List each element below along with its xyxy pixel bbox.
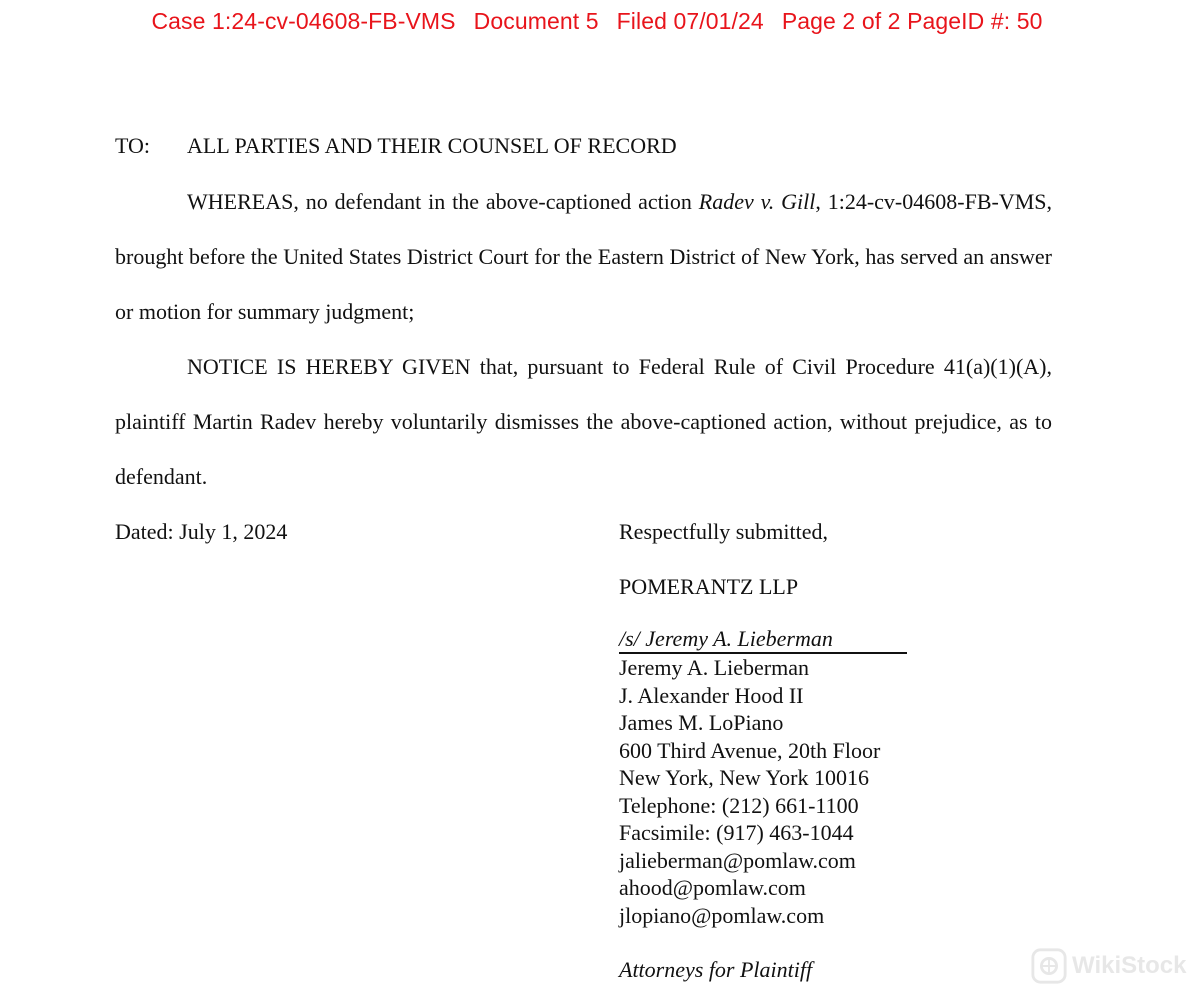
contact-line: New York, New York 10016 [619,765,869,790]
to-line [115,133,677,159]
contact-line: ahood@pomlaw.com [619,875,806,900]
to-recipients: ALL PARTIES AND THEIR COUNSEL OF RECORD [187,133,677,158]
contact-line: Telephone: (212) 661-1100 [619,792,859,818]
page-id: Page 2 of 2 PageID #: 50 [781,8,1043,34]
attorney-contact-block [619,654,880,929]
notice-paragraph [115,339,1052,504]
notice-text: NOTICE IS HEREBY GIVEN that, pursuant to Federal Rule of Civil Procedure 41(a)(1)(A), plaintiff Martin Radev hereby voluntarily dismisses the above-captioned action, without prejudice, as to defendant. [115,354,1052,489]
firm-name: POMERANTZ LLP [619,574,799,599]
case-name: Radev v. Gill [698,189,816,214]
contact-line: jlopiano@pomlaw.com [619,902,825,928]
attorneys-for-plaintiff: Attorneys for Plaintiff [619,957,813,982]
contact-line: J. Alexander Hood II [619,682,804,708]
case-number: Case 1:24-cv-04608-FB-VMS [151,8,456,34]
wikistock-watermark [1030,944,1190,988]
contact-line: Facsimile: (917) 463-1044 [619,820,854,845]
contact-line: 600 Third Avenue, 20th Floor [619,737,881,763]
whereas-paragraph [115,174,1052,339]
electronic-signature: /s/ Jeremy A. Lieberman [619,626,907,654]
contact-line: Jeremy A. Lieberman [619,655,809,680]
dated-line: Dated: July 1, 2024 [115,519,288,544]
wikistock-logo-icon [1030,947,1068,985]
contact-line: jalieberman@pomlaw.com [619,847,856,873]
filed-date: Filed 07/01/24 [616,8,764,34]
court-header-stamp [0,8,1194,35]
watermark-text: WikiStock [1072,952,1187,979]
contact-line: James M. LoPiano [619,710,784,735]
respectfully-submitted: Respectfully submitted, [619,519,828,544]
to-label: TO: [115,133,151,158]
document-number: Document 5 [473,8,599,34]
whereas-text-end: , 1:24-cv-04608-FB-VMS, brought before the United States District Court for the Eastern District of New York, has served an answer or motion for summary judgment; [115,189,1053,324]
whereas-text-start: WHEREAS, no defendant in the above-captioned action [187,189,699,214]
